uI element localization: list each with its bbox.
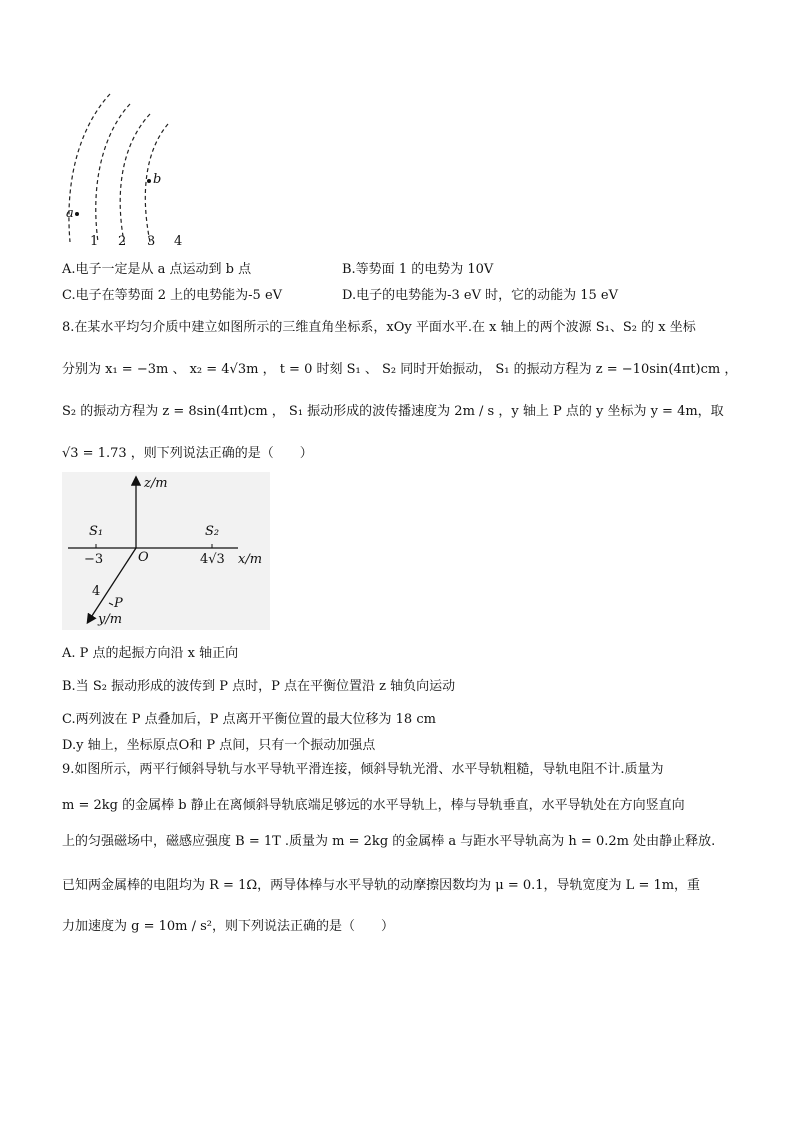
p-label: P [114, 596, 123, 611]
z-axis-label: z/m [144, 476, 168, 491]
surface-label-1: 1 [90, 234, 99, 249]
y-axis-label: y/m [98, 612, 123, 627]
equipotential-surface-1 [69, 94, 110, 242]
q7-option-b: B.等势面 1 的电势为 10V [342, 262, 494, 277]
q7-option-d: D.电子的电势能为-3 eV 时，它的动能为 15 eV [342, 288, 618, 303]
point-a-label: a [66, 206, 74, 221]
coordinate-figure [62, 472, 272, 632]
equipotential-surface-3 [120, 114, 150, 242]
q8-stem-line-3: S₂ 的振动方程为 z = 8sin(4πt)cm ， S₁ 振动形成的波传播速度为 2m / s ，y 轴上 P 点的 y 坐标为 y = 4m，取 [62, 404, 724, 419]
p-y-label: 4 [92, 584, 101, 599]
q9-stem-line-1: 9.如图所示，两平行倾斜导轨与水平导轨平滑连接，倾斜导轨光滑、水平导轨粗糙，导轨电阻不计.质量为 [62, 762, 664, 777]
origin-label: O [138, 550, 149, 565]
q7-option-a: A.电子一定是从 a 点运动到 b 点 [62, 262, 252, 277]
p-tick [109, 603, 113, 605]
q7-option-c: C.电子在等势面 2 上的电势能为-5 eV [62, 288, 283, 303]
surface-label-3: 3 [147, 234, 156, 249]
q8-option-c: C.两列波在 P 点叠加后，P 点离开平衡位置的最大位移为 18 cm [62, 712, 436, 727]
s2-x-label: 4√3 [200, 552, 225, 567]
equipotential-surface-2 [96, 104, 130, 242]
q8-stem-line-1: 8.在某水平均匀介质中建立如图所示的三维直角坐标系，xOy 平面水平.在 x 轴上的两个波源 S₁、S₂ 的 x 坐标 [62, 320, 696, 335]
x-axis-label: x/m [238, 552, 263, 567]
point-a-dot [75, 212, 79, 216]
q8-stem-line-4: √3 = 1.73 ，则下列说法正确的是（ ） [62, 446, 313, 461]
point-b-dot [147, 179, 151, 183]
s2-label: S₂ [205, 524, 220, 539]
surface-label-2: 2 [118, 234, 127, 249]
s1-x-label: −3 [84, 552, 104, 567]
q9-stem-line-5: 力加速度为 g = 10m / s²，则下列说法正确的是（ ） [62, 919, 395, 934]
q8-option-a: A. P 点的起振方向沿 x 轴正向 [62, 646, 239, 661]
equipotential-figure [62, 92, 192, 252]
q9-stem-line-4: 已知两金属棒的电阻均为 R = 1Ω，两导体棒与水平导轨的动摩擦因数均为 μ = 0.1，导轨宽度为 L = 1m，重 [62, 878, 701, 893]
q9-stem-line-2: m = 2kg 的金属棒 b 静止在离倾斜导轨底端足够远的水平导轨上，棒与导轨垂直，水平导轨处在方向竖直向 [62, 798, 685, 813]
s1-label: S₁ [89, 524, 104, 539]
q8-option-b: B.当 S₂ 振动形成的波传到 P 点时，P 点在平衡位置沿 z 轴负向运动 [62, 679, 456, 694]
equipotential-surfaces-svg [62, 92, 192, 252]
q8-stem-line-2: 分别为 x₁ = −3m 、 x₂ = 4√3m ， t = 0 时刻 S₁ 、 S₂ 同时开始振动， S₁ 的振动方程为 z = −10sin(4πt)cm ， [62, 362, 738, 377]
q9-stem-line-3: 上的匀强磁场中，磁感应强度 B = 1T .质量为 m = 2kg 的金属棒 a 与距水平导轨高为 h = 0.2m 处由静止释放. [62, 834, 716, 849]
q8-option-d: D.y 轴上，坐标原点O和 P 点间，只有一个振动加强点 [62, 738, 376, 753]
surface-label-4: 4 [174, 234, 183, 249]
point-b-label: b [153, 172, 162, 187]
